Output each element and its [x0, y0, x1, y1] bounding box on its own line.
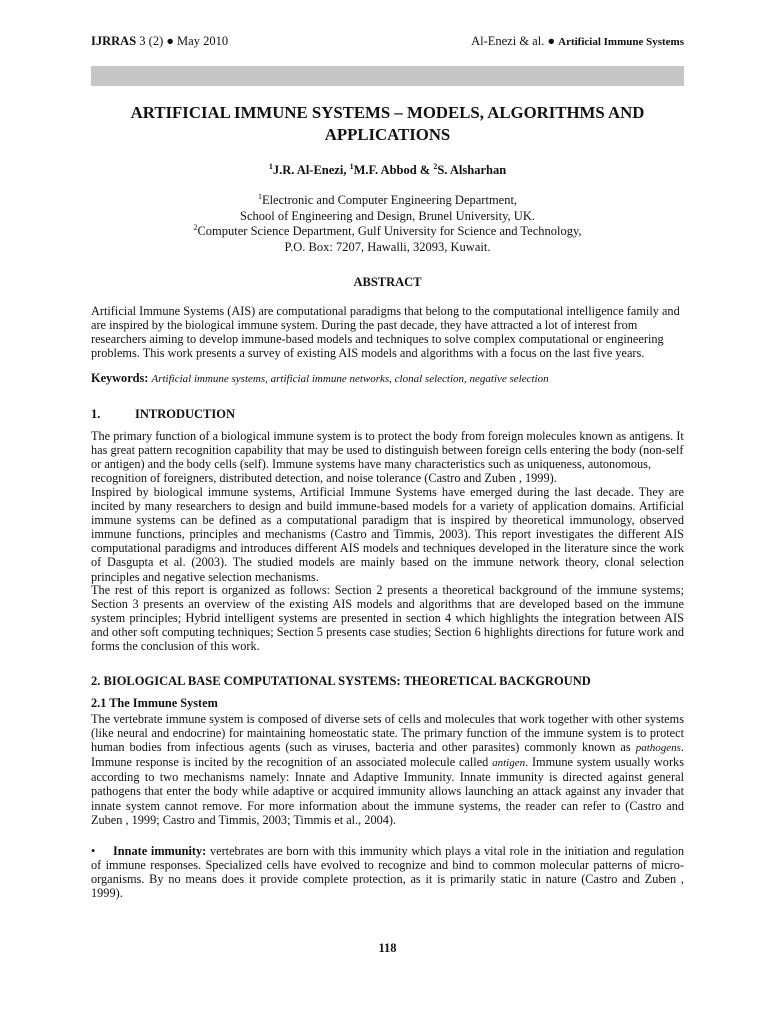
intro-paragraph-2: Inspired by biological immune systems, Artificial Immune Systems have emerged during the last decade. They are incited by many researchers to design and build immune-based models for a variety of application domains. Artificial immune systems can be defined as a computational paradigm that is inspired by theoretical immunology, observed immune functions, principles and mechanisms (Castro and Timmis, 2003). This report investigates the different AIS computational paradigms and introduces different AIS models and techniques developed in the literature since the work of Dasgupta et al. (2003). The studied models are mainly based on the immune network theory, clonal selection principles and negative selection mechanisms. [91, 485, 684, 584]
affiliation-1-mark: 1 [257, 191, 262, 201]
affiliation-line-1 [91, 193, 684, 209]
affiliation-2-mark: 2 [193, 222, 198, 232]
journal-issue: 3 (2) ● May 2010 [139, 34, 229, 48]
keywords-list: Artificial immune systems, artificial immune networks, clonal selection, negative selection [151, 373, 549, 385]
affiliation-line-4: P.O. Box: 7207, Hawalli, 32093, Kuwait. [284, 239, 491, 254]
affiliations [91, 193, 684, 255]
keywords-label: Keywords: [91, 371, 149, 385]
immune-system-paragraph [91, 712, 684, 827]
author-1-name: J.R. Al-Enezi, [272, 163, 350, 177]
running-head-authors [471, 34, 684, 49]
immune-paragraph-part-2: . Immune response is incited by the recognition of an associated molecule called [91, 740, 684, 770]
journal-info [91, 34, 228, 49]
author-1-affil-mark: 1 [268, 161, 273, 171]
author-2-name: M.F. Abbod & [353, 163, 434, 177]
term-pathogens: pathogens [635, 742, 681, 755]
bullet-innate-immunity [91, 844, 684, 900]
intro-paragraph-1: The primary function of a biological immune system is to protect the body from foreign molecules known as antigens. It has great pattern recognition capability that may be used to distinguish between foreign cells entering the body (non-self or antigen) and the body cells (self). Immune systems have many characteristics such as uniqueness, autonomous, recognition of foreigners, distributed detection, and noise tolerance (Castro and Zuben , 1999). [91, 429, 684, 486]
author-2-affil-mark: 1 [349, 161, 354, 171]
bullet-label: Innate immunity: [113, 844, 207, 858]
section-2-heading: 2. BIOLOGICAL BASE COMPUTATIONAL SYSTEMS: THEORETICAL BACKGROUND [91, 674, 591, 688]
author-3-affil-mark: 2 [433, 161, 438, 171]
affiliation-line-2: School of Engineering and Design, Brunel University, UK. [240, 208, 535, 223]
author-line [91, 163, 684, 178]
subsection-2-1-heading: 2.1 The Immune System [91, 696, 218, 710]
bullet-text: vertebrates are born with this immunity which plays a vital role in the initiation and regulation of immune responses. Specialized cells have evolved to recognize and bind to common molecular patterns of micro-organisms. By no means does it provide complete protection, as it is primarily static in nature (Castro and Zuben , 1999). [91, 844, 685, 901]
running-head-author-text: Al-Enezi & al. ● [471, 34, 555, 48]
abstract-heading: ABSTRACT [353, 275, 422, 289]
journal-name: IJRRAS [91, 34, 137, 48]
intro-paragraph-3: The rest of this report is organized as follows: Section 2 presents a theoretical background of the immune systems; Section 3 presents an overview of the existing AIS models and algorithms that are developed based on the immune system principles; Hybrid intelligent systems are presented in section 4 which highlights the integration between AIS and other soft computing techniques; Section 5 presents case studies; Section 6 highlights directions for future work and forms the conclusion of this work. [91, 583, 684, 654]
immune-paragraph-part-1: The vertebrate immune system is composed of diverse sets of cells and molecules that work together with other systems (like neural and endocrine) for maintaining homeostatic state. The primary function of the immune system is to protect human bodies from infectious agents (such as viruses, bacteria and other parasites) commonly known as [91, 712, 684, 755]
author-3-name: S. Alsharhan [437, 163, 507, 177]
affiliation-2-dept: Computer Science Department, Gulf University for Science and Technology, [197, 224, 582, 238]
running-head [91, 34, 684, 50]
section-1-heading [91, 407, 684, 422]
immune-paragraph-part-3: . Immune system usually works according to two mechanisms namely: Innate and Adaptive Immunity. Innate immunity is directed against general pathogens that enter the body while adaptive or acquired immunity allows launching an attack against any invader that innate system cannot remove. For more information about the immune systems, the reader can refer to (Castro and Zuben , 1999; Castro and Timmis, 2003; Timmis et al., 2004). [91, 755, 684, 827]
term-antigen: antigen [492, 757, 526, 770]
header-divider-bar [91, 66, 684, 86]
abstract-text: Artificial Immune Systems (AIS) are computational paradigms that belong to the computational intelligence family and are inspired by the biological immune system. During the past decade, they have attracted a lot of interest from researchers aiming to develop immune-based models and techniques to solve complex computational or engineering problems. This work presents a survey of existing AIS models and algorithms with a focus on the last five years. [91, 304, 680, 361]
affiliation-line-3 [91, 224, 684, 240]
section-1-number: 1. [91, 407, 101, 421]
keywords [91, 371, 684, 386]
paper-title: ARTIFICIAL IMMUNE SYSTEMS – MODELS, ALGORITHMS AND APPLICATIONS [130, 103, 645, 144]
bullet-icon: • [91, 844, 96, 858]
page-number: 118 [378, 941, 397, 955]
running-head-topic: Artificial Immune Systems [558, 36, 684, 48]
affiliation-1-dept: Electronic and Computer Engineering Department, [261, 193, 518, 207]
section-1-title: INTRODUCTION [135, 407, 236, 421]
